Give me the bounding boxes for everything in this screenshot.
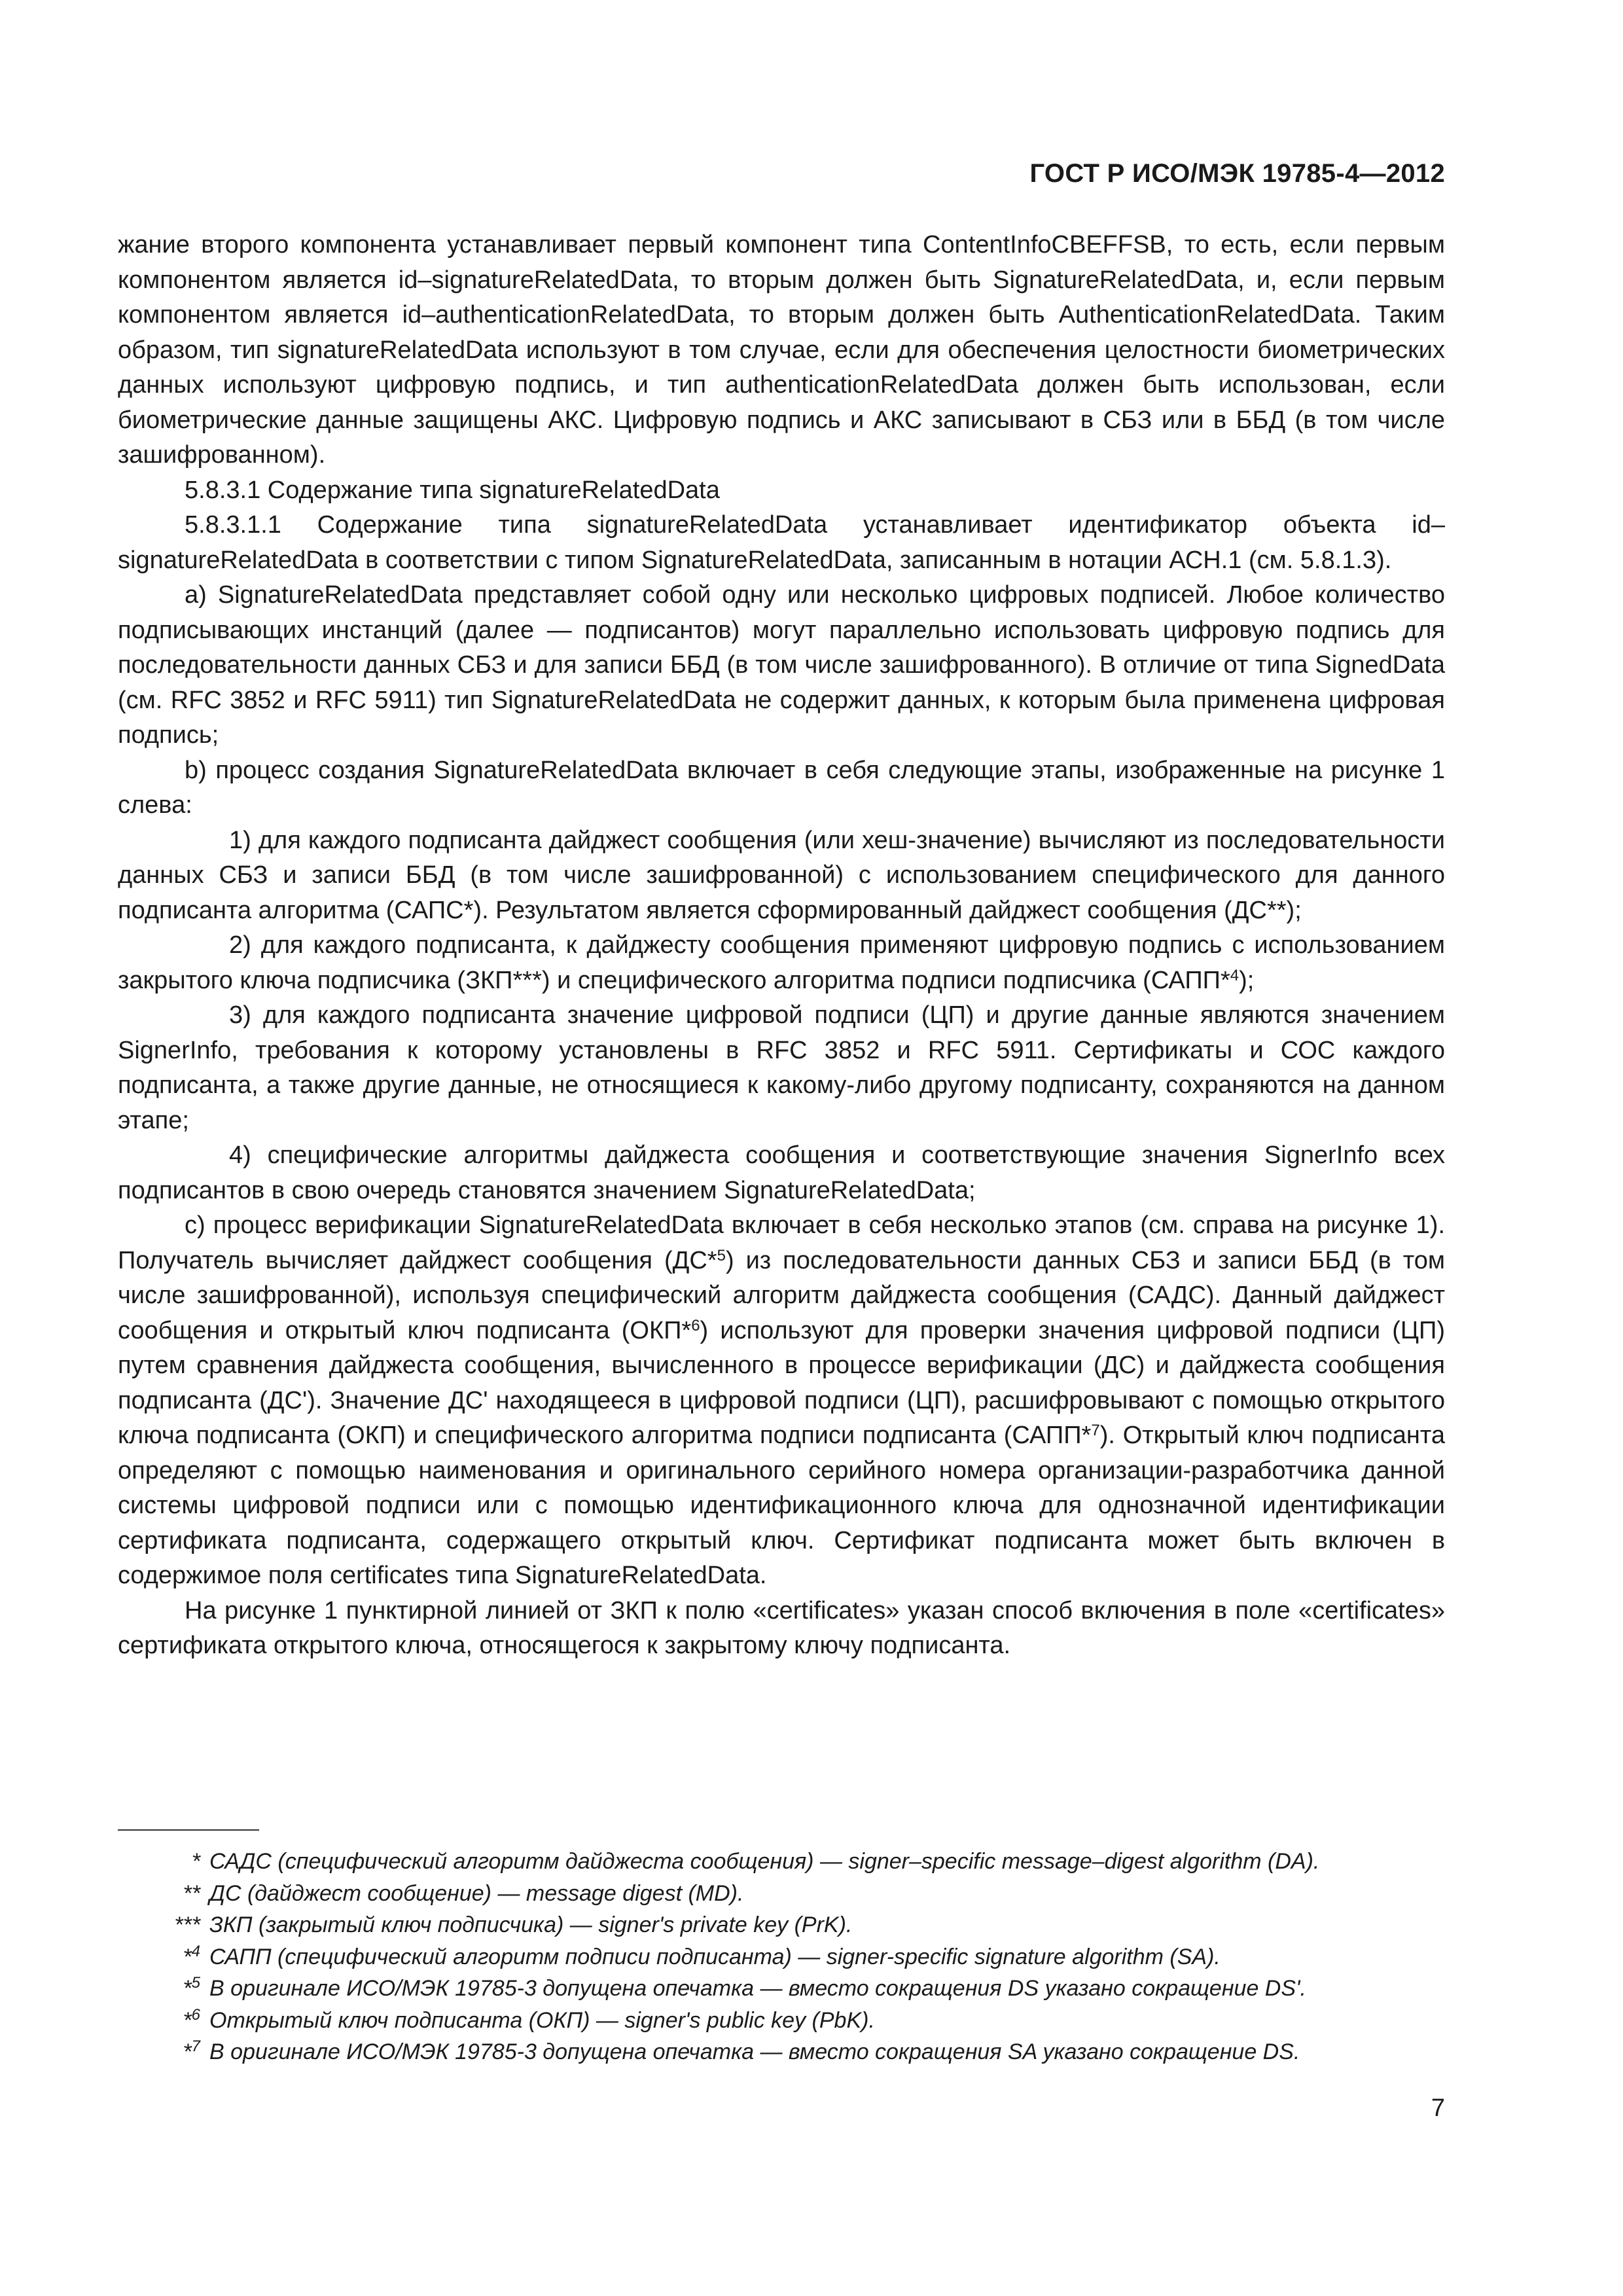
sub-item-4: 4) специфические алгоритмы дайджеста сообщения и соответствующие значения SignerInfo всех подписантов в свою очередь становятся значением SignatureRelatedData; [118, 1141, 1445, 1204]
section-heading-5-8-3-1: 5.8.3.1 Содержание типа signatureRelatedData [185, 476, 720, 504]
body-text [118, 228, 1445, 1664]
list-item-c [118, 1208, 1445, 1594]
list-item-c-part3: ) используют для проверки значения цифровой подписи (ЦП) путем сравнения дайджеста сообщения, вычисленного в процессе верификации (ДС) и дайджеста сообщения подписанта (ДС'). Значение ДС' находящееся в цифровой подписи (ЦП), расшифровывают с помощью открытого ключа подписанта (ОКП) и специфического алгоритма подписи подписанта (САПП* [118, 1316, 1445, 1449]
footnote-text: ДС (дайджест сообщение) — message digest (MD). [209, 1880, 744, 1906]
footnote-text: САДС (специфический алгоритм дайджеста сообщения) — signer–specific message–digest algorithm (DA). [209, 1849, 1320, 1874]
footnote-mark: *$^4$ [183, 1942, 200, 1969]
footnote-text: Открытый ключ подписанта (ОКП) — signer's public key (PbK). [209, 2007, 875, 2033]
footnote-text: В оригинале ИСО/МЭК 19785-3 допущена опечатка — вместо сокращения DS указано сокращение DS'. [209, 1976, 1306, 2001]
footnote-ref-5: 5 [717, 1246, 726, 1265]
footnote-divider [118, 1829, 259, 1831]
footnote [118, 1846, 1445, 1878]
sub-item-3: 3) для каждого подписанта значение цифровой подписи (ЦП) и другие данные являются значением SignerInfo, требования к которому установлены в RFC 3852 и RFC 5911. Сертификаты и СОС каждого подписанта, а также другие данные, не относящиеся к какому-либо другому подписанту, сохраняются на данном этапе; [118, 1001, 1445, 1134]
footnote [118, 2005, 1445, 2037]
footnote-mark: *** [174, 1912, 200, 1937]
sub-item-2-tail: ); [1239, 966, 1255, 994]
page-number: 7 [1431, 2094, 1445, 2122]
paragraph-figure-note: На рисунке 1 пунктирной линией от ЗКП к полю «certificates» указан способ включения в поле «certificates» сертификата открытого ключа, относящегося к закрытому ключу подписанта. [118, 1596, 1445, 1659]
list-item-a: а) SignatureRelatedData представляет собой одну или несколько цифровых подписей. Любое количество подписывающих инстанций (далее — подписантов) могут параллельно использовать цифровую подпись для последовательности данных СБЗ и для записи ББД (в том числе зашифрованного). В отличие от типа SignedData (см. RFC 3852 и RFC 5911) тип SignatureRelatedData не содержит данных, к которым была применена цифровая подпись; [118, 581, 1445, 749]
paragraph-continuation: жание второго компонента устанавливает первый компонент типа ContentInfoCBEFFSB, то есть, если первым компонентом является id–signatureRelatedData, то вторым должен быть SignatureRelatedData, и, если первым компонентом является id–authenticationRelatedData, то вторым должен быть AuthenticationRelatedData. Таким образом, тип signatureRelatedData используют в том случае, если для обеспечения целостности биометрических данных используют цифровую подпись, и тип authenticationRelatedData должен быть использован, если биометрические данные защищены АКС. Цифровую подпись и АКС записывают в СБЗ или в ББД (в том числе зашифрованном). [118, 231, 1445, 469]
footnote [118, 2036, 1445, 2068]
footnote-ref-7: 7 [1091, 1422, 1100, 1439]
footnote-text: В оригинале ИСО/МЭК 19785-3 допущена опечатка — вместо сокращения SA указано сокращение DS. [209, 2039, 1300, 2064]
list-item-b: b) процесс создания SignatureRelatedData включает в себя следующие этапы, изображенные на рисунке 1 слева: [118, 756, 1445, 819]
footnote-mark: ** [183, 1880, 200, 1906]
standard-header: ГОСТ Р ИСО/МЭК 19785-4—2012 [1029, 159, 1445, 188]
sub-item-2 [118, 928, 1445, 998]
footnote-mark: *$^7$ [183, 2037, 200, 2064]
paragraph-5-8-3-1-1: 5.8.3.1.1 Содержание типа signatureRelatedData устанавливает идентификатор объекта id–signatureRelatedData в соответствии с типом SignatureRelatedData, записанным в нотации АСН.1 (см. 5.8.1.3). [118, 511, 1445, 574]
footnote-ref-6: 6 [691, 1316, 700, 1335]
footnote-mark: *$^6$ [183, 2005, 200, 2033]
footnote-mark: *$^5$ [183, 1974, 200, 2001]
footnote-text: САПП (специфический алгоритм подписи подписанта) — signer-specific signature algorithm (SA). [209, 1944, 1221, 1969]
footnote [118, 1973, 1445, 2005]
list-item-c-part4: ). Открытый ключ подписанта определяют с помощью наименования и оригинального серийного номера организации-разработчика данной системы цифровой подписи или с помощью идентификационного ключа для однозначной идентификации сертификата подписанта, содержащего открытый ключ. Сертификат подписанта может быть включен в содержимое поля certificates типа SignatureRelatedData. [118, 1422, 1445, 1589]
footnotes [118, 1846, 1445, 2068]
list-item-c-part2: ) из последовательности данных СБЗ и записи ББД (в том числе зашифрованной), используя специфический алгоритм дайджеста сообщения (САДС). Данный дайджест сообщения и открытый ключ подписанта (ОКП* [118, 1246, 1445, 1344]
footnote [118, 1909, 1445, 1941]
footnote-text: ЗКП (закрытый ключ подписчика) — signer's private key (PrK). [209, 1912, 853, 1937]
footnote-ref-4: 4 [1230, 966, 1240, 984]
sub-item-1: 1) для каждого подписанта дайджест сообщения (или хеш-значение) вычисляют из последовательности данных СБЗ и записи ББД (в том числе зашифрованной) с использованием специфического для данного подписанта алгоритма (САПС*). Результатом является сформированный дайджест сообщения (ДС**); [118, 826, 1445, 924]
sub-item-2-text: 2) для каждого подписанта, к дайджесту сообщения применяют цифровую подпись с использованием закрытого ключа подписчика (ЗКП***) и специфического алгоритма подписи подписчика (САПП* [118, 931, 1445, 994]
footnote [118, 1878, 1445, 1910]
footnote-mark: * [191, 1849, 200, 1874]
footnote [118, 1941, 1445, 1973]
list-item-c-part1: с) процесс верификации SignatureRelatedData включает в себя несколько этапов (см. справа на рисунке 1). Получатель вычисляет дайджест сообщения (ДС* [118, 1211, 1445, 1274]
